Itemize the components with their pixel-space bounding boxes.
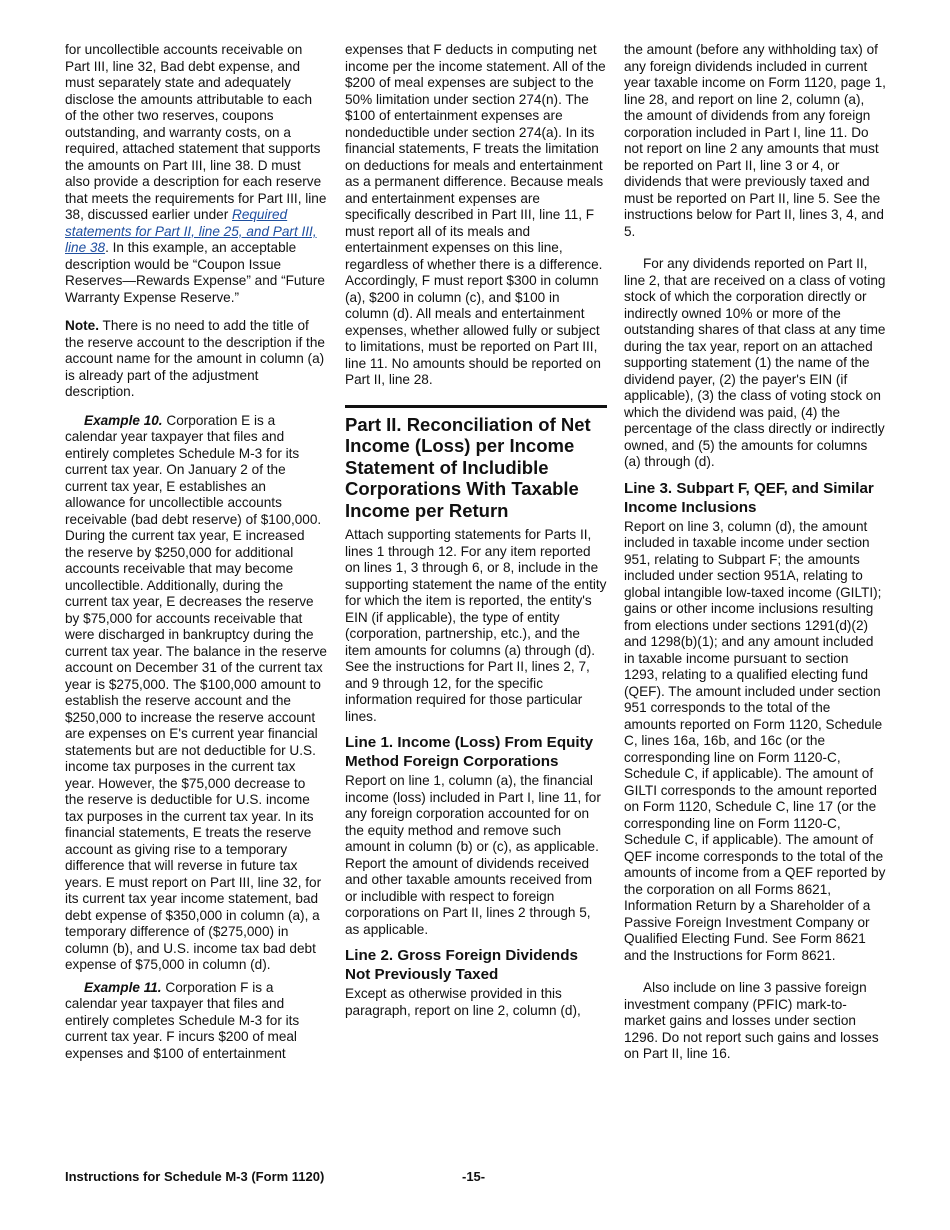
heading-line-3: Line 3. Subpart F, QEF, and Similar Income Inclusions: [624, 479, 874, 516]
link-required-statements[interactable]: Required statements for Part II, line 25, and Part III, line 38: [65, 207, 317, 255]
example-11-label: Example 11.: [84, 979, 162, 995]
column-right: [624, 42, 886, 1075]
footer-title: Instructions for Schedule M-3 (Form 1120): [65, 1169, 325, 1184]
paragraph-line-2-continued: the amount (before any withholding tax) of any foreign dividends included in current year taxable income on Form 1120, page 1, line 28, and report on line 2, column (a), the amount of dividends from any foreign corporation included in Part I, line 11. Do not report on line 2 any amounts that must be reported on Part II, line 3 or 4, or dividends that were previously taxed and must be reported on Part II, line 5. See the instructions below for Part II, lines 3, 4, and 5.: [624, 42, 886, 239]
note-label: Note.: [65, 318, 99, 333]
paragraph-line-3: Report on line 3, column (d), the amount included in taxable income under section 951, relating to Subpart F; the amounts included under section 951A, relating to global intangible low-taxed income (GILTI); gains or other income inclusions resulting from elections under sections 1291(d)(2) and 1298(b)(1); and any amount included in taxable income pursuant to section 1293, relating to a qualified electing fund (QEF). The amount included under section 951 corresponds to the total of the amounts reported on Form 1120, Schedule C, lines 16a, 16b, and 16c (or the corresponding line on Form 1120-C, Schedule C, if applicable). The amount of GILTI corresponds to the amount reported on Form 1120, Schedule C, line 17 (or the corresponding line on Form 1120-C, Schedule C, if applicable). The amount of QEF income corresponds to the total of the amounts of income from a QEF reported by the corporation on all Forms 8621, Information Return by a Shareholder of a Passive Foreign Investment Company or Qualified Electing Fund. See Form 8621 and the Instructions for Form 8621.: [624, 518, 886, 963]
paragraph-pfic: Also include on line 3 passive foreign investment company (PFIC) mark-to-market gains and losses under section 1296. Do not report such gains and losses on Part II, line 16.: [624, 980, 879, 1061]
paragraph-example-11: Example 11. Corporation F is a calendar year taxpayer that files and entirely completes Schedule M-3 for its current tax year. F incurs $200 of meal expenses and $100 of entertainment: [65, 979, 300, 1061]
paragraph-part-ii-intro: Attach supporting statements for Parts II, lines 1 through 12. For any item reported on lines 1, 3 through 6, or 8, include in the supporting statement the name of the entity for which the item is reported, the entity's EIN (if applicable), the type of entity (corporation, partnership, etc.), and the item amounts for columns (a) through (d). See the instructions for Part II, lines 2, 7, and 9 through 12, for the specific information required for those particular lines.: [345, 527, 607, 724]
paragraph-line-2: Except as otherwise provided in this paragraph, report on line 2, column (d),: [345, 986, 581, 1018]
heading-line-1: Line 1. Income (Loss) From Equity Method Foreign Corporations: [345, 734, 594, 770]
heading-part-ii: Part II. Reconciliation of Net Income (Loss) per Income Statement of Includible Corporations With Taxable Income per Return: [345, 413, 591, 521]
paragraph-line-1: Report on line 1, column (a), the financial income (loss) included in Part I, line 11, for any foreign corporation accounted for on the equity method and remove such amount in column (b) or (c), as applicable. Report the amount of dividends received and other taxable amounts received from or includible with respect to foreign corporations on Part II, lines 2 through 5, as applicable.: [345, 773, 601, 937]
paragraph-example-10: Example 10. Corporation E is a calendar year taxpayer that files and entirely completes Schedule M-3 for its current tax year. On January 2 of the current tax year, E establishes an allowance for uncollectible accounts receivable (bad debt reserve) of $100,000. During the current tax year, E increased the reserve by $250,000 for additional accounts receivable that may become uncollectible. Additionally, during the current tax year, E decreases the reserve by $75,000 for accounts receivable that were discharged in bankruptcy during the current tax year. The balance in the reserve account on December 31 of the current tax year is $275,000. The $100,000 amount to establish the reserve account and the $250,000 to increase the reserve account are expenses on E's current year financial statements but are not deductible for U.S. income tax purposes in the current tax year. However, the $75,000 decrease to the reserve is deductible for U.S. income tax purposes in the current tax year. In its financial statements, E treats the reserve account as giving rise to a temporary difference that will reverse in future tax years. E must report on Part III, line 32, for its current tax year income statement, bad debt expense of $350,000 in column (a), a temporary difference of ($275,000) in column (b), and U.S. income tax bad debt expense of $75,000 in column (d).: [65, 412, 327, 972]
page-number: -15-: [462, 1169, 486, 1184]
paragraph-note: Note. There is no need to add the title of the reserve account to the description if the account name for the amount in column (a) is already part of the adjustment description.: [65, 318, 325, 399]
column-left: [65, 42, 327, 1074]
paragraph-dividends-statement: For any dividends reported on Part II, line 2, that are received on a class of voting stock of which the corporation directly or indirectly owned 10% or more of the outstanding shares of that class at any time during the tax year, report on an attached supporting statement (1) the name of the dividend payer, (2) the payer's EIN (if applicable), (3) the class of voting stock on which the dividend was paid, (4) the percentage of the class directly or indirectly owned, and (5) the amounts for columns (a) through (d).: [624, 256, 886, 469]
example-10-label: Example 10.: [84, 412, 163, 428]
paragraph-reserve-description: for uncollectible accounts receivable on Part III, line 32, Bad debt expense, and must separately state and adequately disclose the amounts attributable to each of the other two reserves, coupons outstanding, and warranty costs, on a required, attached statement that supports the amounts on Part III, line 38. D must also provide a description for each reserve that meets the requirements for Part III, line 38, discussed earlier under Required statements for Part II, line 25, and Part III, line 38. In this example, an acceptable description would be “Coupon Issue Reserves—Rewards Expense” and “Future Warranty Expense Reserve.”: [65, 42, 327, 305]
heading-line-2: Line 2. Gross Foreign Dividends Not Previously Taxed: [345, 947, 578, 983]
page-footer: [65, 1169, 885, 1187]
column-middle: [345, 42, 607, 1031]
paragraph-example-11-continued: expenses that F deducts in computing net income per the income statement. All of the $200 of meal expenses are subject to the 50% limitation under section 274(n). The $100 of entertainment expenses are nondeductible under section 274(a). In its financial statements, F treats the limitation on deductions for meals and entertainment as a permanent difference. Because meals and entertainment expenses are specifically described in Part III, line 11, F must report all of its meals and entertainment expenses on this line, regardless of whether there is a difference. Accordingly, F must report $300 in column (a), $200 in column (c), and $100 in column (d). All meals and entertainment expenses, whether allowed fully or subject to limitations, must be reported on Part III, line 11. No amounts should be reported on Part II, line 28.: [345, 42, 606, 387]
section-divider: [345, 405, 607, 408]
